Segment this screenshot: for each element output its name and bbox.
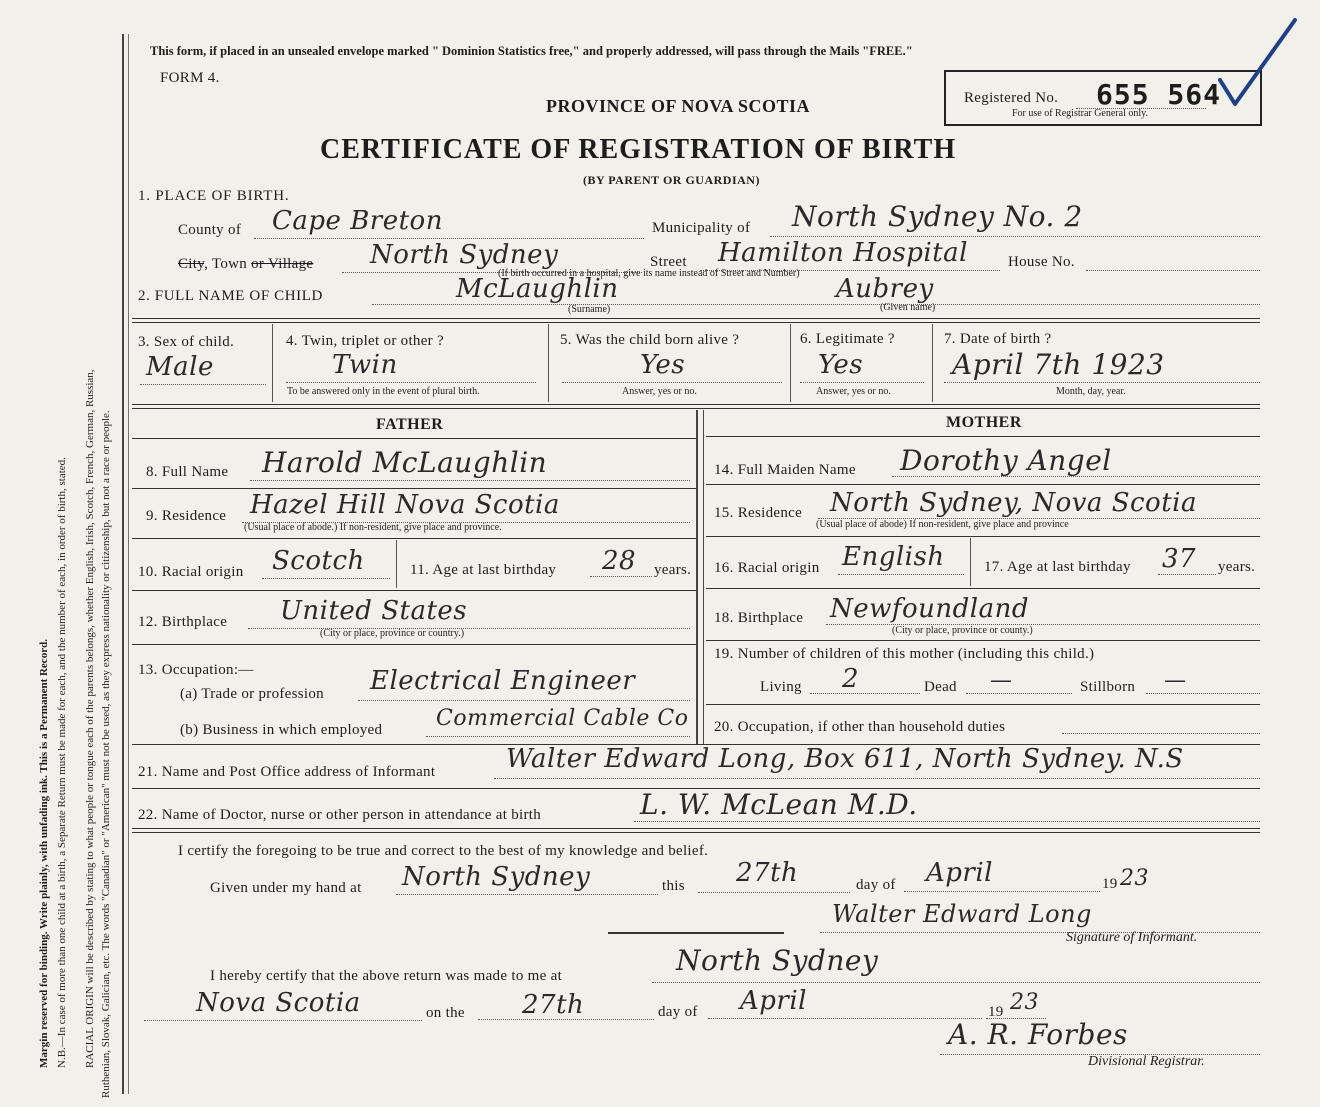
registrar-on-the-label: on the bbox=[426, 1005, 465, 1021]
father-trade-label: (a) Trade or profession bbox=[180, 686, 324, 702]
given-day-of-label: day of bbox=[856, 877, 896, 893]
this-label: this bbox=[662, 878, 685, 894]
informant-signature: Walter Edward Long bbox=[832, 900, 1092, 928]
father-age-label: 11. Age at last birthday bbox=[410, 562, 557, 578]
registrar-place-value: North Sydney bbox=[676, 944, 879, 977]
county-label: County of bbox=[178, 222, 242, 238]
given-under-hand-label: Given under my hand at bbox=[210, 880, 362, 896]
legitimate-label: 6. Legitimate ? bbox=[800, 331, 895, 347]
father-birthplace-label: 12. Birthplace bbox=[138, 614, 228, 630]
father-age-value: 28 bbox=[602, 546, 637, 576]
registrar-day-value: 27th bbox=[522, 990, 585, 1020]
child-given-name-value: Aubrey bbox=[836, 274, 934, 304]
registrar-day-of-label: day of bbox=[658, 1004, 698, 1020]
form-number: FORM 4. bbox=[160, 70, 220, 86]
surname-caption: (Surname) bbox=[568, 304, 611, 315]
informant-label: 21. Name and Post Office address of Informant bbox=[138, 764, 436, 780]
dead-value: — bbox=[990, 668, 1013, 693]
father-heading: FATHER bbox=[376, 416, 444, 433]
mother-occupation-label: 20. Occupation, if other than household duties bbox=[714, 719, 1006, 735]
street-value: Hamilton Hospital bbox=[718, 238, 968, 268]
alive-label: 5. Was the child born alive ? bbox=[560, 332, 740, 348]
legitimate-note: Answer, yes or no. bbox=[816, 386, 891, 397]
father-name-label: 8. Full Name bbox=[146, 464, 229, 480]
registered-label: Registered No. bbox=[964, 90, 1059, 106]
given-name-caption: (Given name) bbox=[880, 302, 936, 313]
informant-value: Walter Edward Long, Box 611, North Sydney. N.S bbox=[506, 744, 1184, 774]
mother-racial-value: English bbox=[842, 542, 945, 572]
mother-birthplace-value: Newfoundland bbox=[830, 594, 1030, 624]
stillborn-label: Stillborn bbox=[1080, 679, 1136, 695]
stillborn-value: — bbox=[1164, 668, 1187, 693]
legitimate-value: Yes bbox=[818, 350, 864, 380]
father-occupation-label: 13. Occupation:— bbox=[138, 662, 254, 678]
alive-value: Yes bbox=[640, 350, 686, 380]
village-label: or Village bbox=[251, 256, 314, 272]
place-of-birth-heading: 1. PLACE OF BIRTH. bbox=[138, 188, 290, 204]
city-label: City bbox=[178, 256, 205, 272]
city-town-village-label bbox=[178, 256, 313, 273]
mother-age-value: 37 bbox=[1162, 544, 1197, 574]
father-racial-label: 10. Racial origin bbox=[138, 564, 244, 580]
mother-birthplace-note: (City or place, province or county.) bbox=[892, 625, 1033, 636]
municipality-value: North Sydney No. 2 bbox=[792, 200, 1083, 233]
margin-note-racial: RACIAL ORIGIN will be described by stating to what people or tongue each of the parents belongs, whether English, Irish, Scotch, French, German, Russian, bbox=[84, 369, 96, 1068]
father-business-label: (b) Business in which employed bbox=[180, 722, 383, 738]
town-value: North Sydney bbox=[370, 240, 559, 270]
sex-label: 3. Sex of child. bbox=[138, 334, 235, 350]
registrar-month-value: April bbox=[740, 986, 807, 1016]
father-racial-value: Scotch bbox=[272, 546, 365, 576]
mother-name-label: 14. Full Maiden Name bbox=[714, 462, 856, 478]
father-business-value: Commercial Cable Co bbox=[436, 706, 689, 731]
registrar-signature: A. R. Forbes bbox=[948, 1018, 1128, 1051]
mother-children-label: 19. Number of children of this mother (including this child.) bbox=[714, 646, 1095, 662]
mail-notice: This form, if placed in an unsealed envelope marked " Dominion Statistics free," and properly addressed, will pass through the Mails "FREE." bbox=[150, 44, 913, 58]
twin-label: 4. Twin, triplet or other ? bbox=[286, 333, 444, 349]
town-label: , Town bbox=[204, 256, 248, 272]
province-heading: PROVINCE OF NOVA SCOTIA bbox=[546, 96, 811, 116]
registrar-statement: I hereby certify that the above return was made to me at bbox=[210, 968, 563, 984]
father-residence-note: (Usual place of abode.) If non-resident, give place and province. bbox=[244, 522, 502, 533]
certify-statement: I certify the foregoing to be true and correct to the best of my knowledge and belief. bbox=[178, 843, 709, 859]
page-subtitle: (BY PARENT OR GUARDIAN) bbox=[583, 173, 760, 187]
father-name-value: Harold McLaughlin bbox=[262, 446, 548, 479]
given-day-value: 27th bbox=[736, 858, 799, 888]
registered-number: 655 564 bbox=[1096, 78, 1222, 111]
father-trade-value: Electrical Engineer bbox=[370, 666, 636, 696]
twin-value: Twin bbox=[332, 350, 398, 380]
child-name-label: 2. FULL NAME OF CHILD bbox=[138, 288, 323, 304]
mother-age-label: 17. Age at last birthday bbox=[984, 559, 1131, 575]
given-year-prefix: 19 bbox=[1102, 876, 1118, 892]
mother-heading: MOTHER bbox=[946, 414, 1022, 431]
mother-racial-label: 16. Racial origin bbox=[714, 560, 820, 576]
margin-note-nb: N.B.—In case of more than one child at a birth, a Separate Return must be made for each, and the number of each, in order of birth, stated. bbox=[56, 457, 68, 1068]
municipality-label: Municipality of bbox=[652, 220, 751, 236]
doctor-value: L. W. McLean M.D. bbox=[640, 788, 918, 821]
date-of-birth-label: 7. Date of birth ? bbox=[944, 331, 1052, 347]
margin-note-binding: Margin reserved for binding. Write plainly, with unfading ink. This is a Permanent Record. bbox=[38, 639, 50, 1068]
doctor-label: 22. Name of Doctor, nurse or other person in attendance at birth bbox=[138, 807, 542, 823]
father-residence-value: Hazel Hill Nova Scotia bbox=[250, 490, 560, 520]
father-residence-label: 9. Residence bbox=[146, 508, 227, 524]
mother-years-label: years. bbox=[1218, 559, 1256, 575]
checkmark-icon bbox=[1180, 12, 1310, 122]
date-of-birth-value: April 7th 1923 bbox=[952, 348, 1165, 381]
page-title: CERTIFICATE OF REGISTRATION OF BIRTH bbox=[320, 134, 957, 165]
informant-signature-caption: Signature of Informant. bbox=[1066, 930, 1198, 945]
father-birthplace-note: (City or place, province or country.) bbox=[320, 628, 465, 639]
registrar-signature-caption: Divisional Registrar. bbox=[1088, 1054, 1205, 1069]
mother-name-value: Dorothy Angel bbox=[900, 444, 1112, 477]
alive-note: Answer, yes or no. bbox=[622, 386, 697, 397]
mother-birthplace-label: 18. Birthplace bbox=[714, 610, 804, 626]
hospital-note: (If birth occurred in a hospital, give its name instead of Street and Number) bbox=[498, 268, 800, 279]
registrar-province-value: Nova Scotia bbox=[196, 988, 361, 1018]
mother-residence-value: North Sydney, Nova Scotia bbox=[830, 488, 1197, 518]
street-label: Street bbox=[650, 254, 687, 270]
given-place-value: North Sydney bbox=[402, 862, 591, 892]
given-year-value: 23 bbox=[1120, 866, 1149, 891]
sex-value: Male bbox=[146, 352, 214, 382]
father-birthplace-value: United States bbox=[280, 596, 468, 626]
living-label: Living bbox=[760, 679, 802, 695]
registrar-year-prefix: 19 bbox=[988, 1004, 1004, 1020]
mother-residence-label: 15. Residence bbox=[714, 505, 803, 521]
house-number-label: House No. bbox=[1008, 254, 1075, 270]
father-years-label: years. bbox=[654, 562, 692, 578]
date-of-birth-note: Month, day, year. bbox=[1056, 386, 1126, 397]
dead-label: Dead bbox=[924, 679, 957, 695]
margin-note-racial-2: Ruthenian, Slovak, Galician, etc. The words "Canadian" or "American" must not be used, as they express nationality or citizenship, but not a race or people. bbox=[100, 410, 112, 1098]
county-value: Cape Breton bbox=[272, 206, 443, 236]
registered-note: For use of Registrar General only. bbox=[1012, 108, 1148, 119]
registrar-year-value: 23 bbox=[1010, 990, 1039, 1015]
child-surname-value: McLaughlin bbox=[456, 274, 619, 304]
twin-note: To be answered only in the event of plural birth. bbox=[287, 386, 480, 397]
mother-residence-note: (Usual place of abode) If non-resident, give place and province bbox=[816, 519, 1069, 530]
living-value: 2 bbox=[842, 664, 860, 694]
given-month-value: April bbox=[926, 858, 993, 888]
